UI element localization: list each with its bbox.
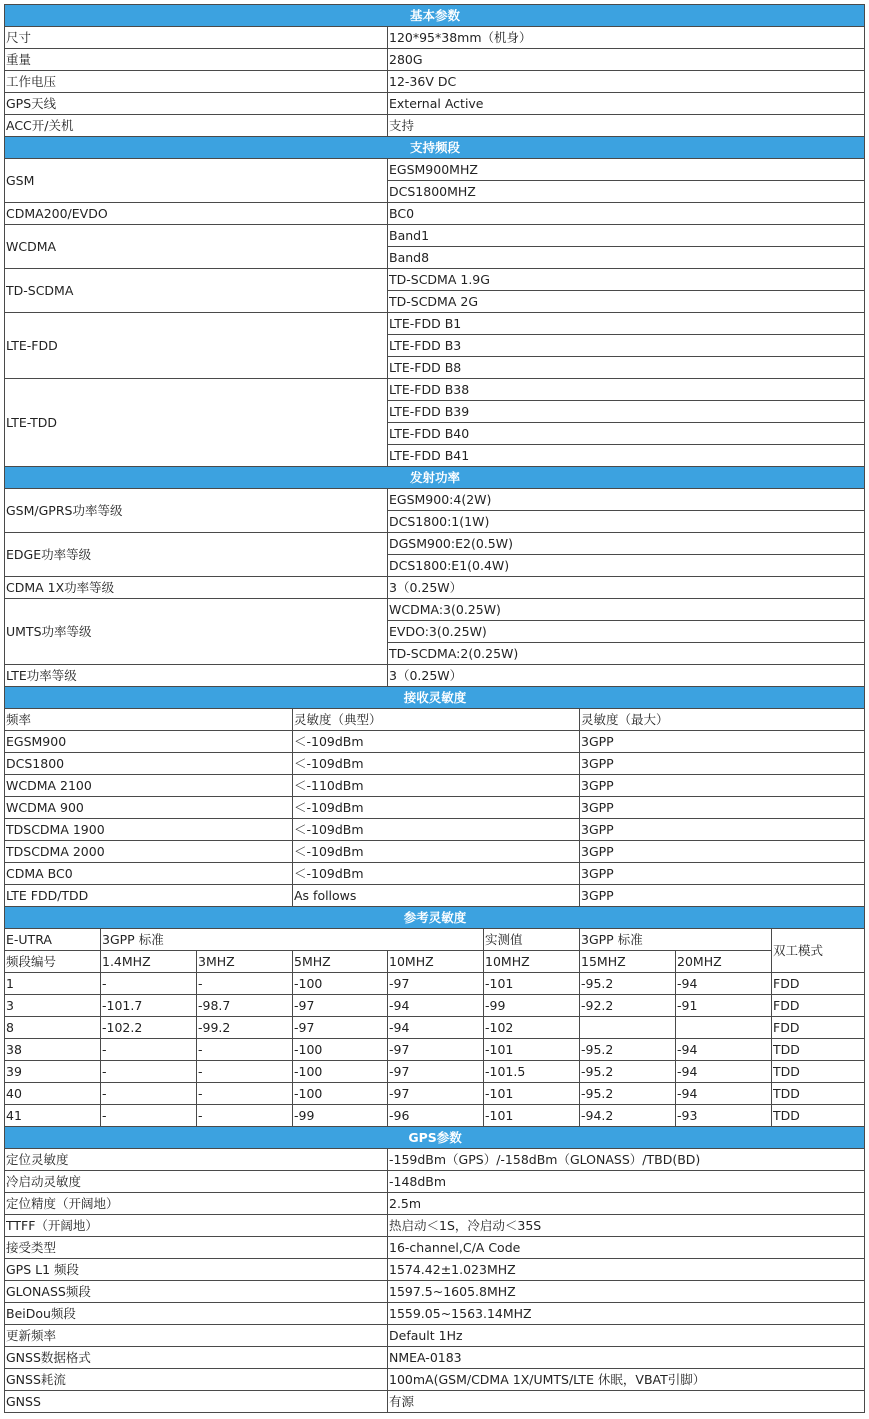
- spec-row: [5, 489, 865, 511]
- spec-key: GNSS耗流: [5, 1369, 388, 1391]
- section-header: 发射功率: [5, 467, 865, 489]
- spec-row: [5, 1347, 865, 1369]
- spec-value: WCDMA:3(0.25W): [388, 599, 865, 621]
- section-header-row: [5, 5, 865, 27]
- rx-band: TDSCDMA 1900: [5, 819, 293, 841]
- spec-key: TD-SCDMA: [5, 269, 388, 313]
- rx-band: LTE FDD/TDD: [5, 885, 293, 907]
- spec-key: GPS天线: [5, 93, 388, 115]
- ref-cell: TDD: [772, 1039, 865, 1061]
- section-header: 支持频段: [5, 137, 865, 159]
- rx-row: [5, 775, 865, 797]
- section-header-row: [5, 1127, 865, 1149]
- ref-col-header: 3GPP 标准: [101, 929, 484, 951]
- ref-row: [5, 1105, 865, 1127]
- ref-cell: -100: [293, 1061, 388, 1083]
- ref-cell: -: [101, 1039, 197, 1061]
- ref-header-row: [5, 929, 865, 951]
- spec-row: [5, 225, 865, 247]
- ref-col-header: 双工模式: [772, 929, 865, 973]
- spec-row: [5, 1237, 865, 1259]
- ref-cell: [676, 1017, 772, 1039]
- ref-cell: -: [197, 973, 293, 995]
- spec-row: [5, 159, 865, 181]
- spec-key: LTE-TDD: [5, 379, 388, 467]
- spec-row: [5, 1259, 865, 1281]
- spec-key: BeiDou频段: [5, 1303, 388, 1325]
- spec-key: 定位灵敏度: [5, 1149, 388, 1171]
- ref-cell: -100: [293, 1083, 388, 1105]
- ref-cell: -100: [293, 1039, 388, 1061]
- spec-row: [5, 379, 865, 401]
- ref-cell: -102.2: [101, 1017, 197, 1039]
- ref-cell: -96: [388, 1105, 484, 1127]
- rx-max: 3GPP: [580, 819, 865, 841]
- ref-cell: -95.2: [580, 973, 676, 995]
- section-header-row: [5, 467, 865, 489]
- spec-row: [5, 27, 865, 49]
- ref-cell: -: [197, 1083, 293, 1105]
- rx-max: 3GPP: [580, 863, 865, 885]
- spec-row: [5, 599, 865, 621]
- rx-band: CDMA BC0: [5, 863, 293, 885]
- ref-cell: FDD: [772, 1017, 865, 1039]
- spec-key: WCDMA: [5, 225, 388, 269]
- ref-cell: -101.5: [484, 1061, 580, 1083]
- rx-max: 3GPP: [580, 797, 865, 819]
- spec-value: 1559.05~1563.14MHZ: [388, 1303, 865, 1325]
- ref-cell: -94: [676, 1061, 772, 1083]
- ref-subheader: 1.4MHZ: [101, 951, 197, 973]
- ref-cell: -91: [676, 995, 772, 1017]
- spec-row: [5, 1215, 865, 1237]
- spec-row: [5, 1281, 865, 1303]
- spec-row: [5, 49, 865, 71]
- ref-subheader: 15MHZ: [580, 951, 676, 973]
- spec-value: 1597.5~1605.8MHZ: [388, 1281, 865, 1303]
- rx-band: EGSM900: [5, 731, 293, 753]
- spec-value: Default 1Hz: [388, 1325, 865, 1347]
- spec-value: TD-SCDMA:2(0.25W): [388, 643, 865, 665]
- ref-cell: 40: [5, 1083, 101, 1105]
- ref-cell: 39: [5, 1061, 101, 1083]
- spec-key: CDMA200/EVDO: [5, 203, 388, 225]
- spec-key: 冷启动灵敏度: [5, 1171, 388, 1193]
- ref-cell: -: [101, 973, 197, 995]
- spec-row: [5, 203, 865, 225]
- ref-row: [5, 1083, 865, 1105]
- spec-row: [5, 269, 865, 291]
- rx-band: TDSCDMA 2000: [5, 841, 293, 863]
- spec-key: EDGE功率等级: [5, 533, 388, 577]
- ref-cell: -101: [484, 1083, 580, 1105]
- spec-value: -159dBm（GPS）/-158dBm（GLONASS）/TBD(BD): [388, 1149, 865, 1171]
- spec-value: LTE-FDD B8: [388, 357, 865, 379]
- spec-row: [5, 1303, 865, 1325]
- spec-value: BC0: [388, 203, 865, 225]
- spec-value: 热启动＜1S，冷启动＜35S: [388, 1215, 865, 1237]
- ref-cell: 3: [5, 995, 101, 1017]
- ref-subheader: 5MHZ: [293, 951, 388, 973]
- rx-typical: ＜-110dBm: [293, 775, 580, 797]
- ref-cell: -98.7: [197, 995, 293, 1017]
- ref-cell: -94: [676, 1083, 772, 1105]
- rx-max: 3GPP: [580, 753, 865, 775]
- spec-value: DGSM900:E2(0.5W): [388, 533, 865, 555]
- spec-key: LTE-FDD: [5, 313, 388, 379]
- ref-subheader: 10MHZ: [484, 951, 580, 973]
- spec-row: [5, 1149, 865, 1171]
- rx-max: 3GPP: [580, 775, 865, 797]
- spec-value: 支持: [388, 115, 865, 137]
- spec-value: LTE-FDD B1: [388, 313, 865, 335]
- ref-cell: -: [101, 1061, 197, 1083]
- section-header-row: [5, 137, 865, 159]
- rx-typical: As follows: [293, 885, 580, 907]
- rx-row: [5, 819, 865, 841]
- spec-row: [5, 1391, 865, 1413]
- rx-typical: ＜-109dBm: [293, 731, 580, 753]
- spec-value: -148dBm: [388, 1171, 865, 1193]
- spec-row: [5, 1171, 865, 1193]
- ref-cell: -97: [388, 1039, 484, 1061]
- spec-value: LTE-FDD B41: [388, 445, 865, 467]
- rx-max: 3GPP: [580, 885, 865, 907]
- spec-value: 280G: [388, 49, 865, 71]
- spec-value: LTE-FDD B38: [388, 379, 865, 401]
- ref-cell: -92.2: [580, 995, 676, 1017]
- ref-cell: -94: [388, 1017, 484, 1039]
- spec-value: 120*95*38mm（机身）: [388, 27, 865, 49]
- rx-max: 3GPP: [580, 731, 865, 753]
- spec-key: CDMA 1X功率等级: [5, 577, 388, 599]
- ref-cell: -102: [484, 1017, 580, 1039]
- rx-row: [5, 797, 865, 819]
- rx-typical: ＜-109dBm: [293, 753, 580, 775]
- section-header: 基本参数: [5, 5, 865, 27]
- ref-cell: -97: [293, 995, 388, 1017]
- ref-subheader-row: [5, 951, 865, 973]
- ref-row: [5, 1039, 865, 1061]
- rx-typical: ＜-109dBm: [293, 819, 580, 841]
- ref-cell: -: [197, 1061, 293, 1083]
- ref-subheader: 10MHZ: [388, 951, 484, 973]
- ref-row: [5, 995, 865, 1017]
- spec-row: [5, 93, 865, 115]
- spec-value: EGSM900MHZ: [388, 159, 865, 181]
- ref-row: [5, 1061, 865, 1083]
- rx-band: DCS1800: [5, 753, 293, 775]
- rx-header-row: [5, 709, 865, 731]
- spec-key: 定位精度（开阔地）: [5, 1193, 388, 1215]
- rx-max: 3GPP: [580, 841, 865, 863]
- spec-key: GSM/GPRS功率等级: [5, 489, 388, 533]
- ref-cell: -94: [676, 973, 772, 995]
- spec-row: [5, 665, 865, 687]
- ref-cell: 41: [5, 1105, 101, 1127]
- rx-row: [5, 863, 865, 885]
- ref-row: [5, 973, 865, 995]
- rx-row: [5, 731, 865, 753]
- spec-row: [5, 313, 865, 335]
- ref-cell: -101: [484, 1105, 580, 1127]
- spec-value: 2.5m: [388, 1193, 865, 1215]
- ref-cell: -: [197, 1039, 293, 1061]
- section-header-row: [5, 687, 865, 709]
- rx-row: [5, 753, 865, 775]
- spec-key: 更新频率: [5, 1325, 388, 1347]
- spec-key: GLONASS频段: [5, 1281, 388, 1303]
- ref-cell: FDD: [772, 995, 865, 1017]
- spec-value: LTE-FDD B3: [388, 335, 865, 357]
- rx-typical: ＜-109dBm: [293, 863, 580, 885]
- ref-col-header: 3GPP 标准: [580, 929, 772, 951]
- spec-value: EVDO:3(0.25W): [388, 621, 865, 643]
- section-header: 参考灵敏度: [5, 907, 865, 929]
- spec-value: 1574.42±1.023MHZ: [388, 1259, 865, 1281]
- spec-value: DCS1800:E1(0.4W): [388, 555, 865, 577]
- spec-row: [5, 1369, 865, 1391]
- ref-cell: -99.2: [197, 1017, 293, 1039]
- spec-key: 尺寸: [5, 27, 388, 49]
- spec-value: 100mA(GSM/CDMA 1X/UMTS/LTE 休眠，VBAT引脚）: [388, 1369, 865, 1391]
- ref-cell: -101: [484, 1039, 580, 1061]
- ref-col-header: 实测值: [484, 929, 580, 951]
- spec-row: [5, 115, 865, 137]
- spec-key: GPS L1 频段: [5, 1259, 388, 1281]
- ref-cell: -94: [676, 1039, 772, 1061]
- ref-cell: TDD: [772, 1083, 865, 1105]
- ref-cell: [580, 1017, 676, 1039]
- spec-value: TD-SCDMA 1.9G: [388, 269, 865, 291]
- spec-value: Band1: [388, 225, 865, 247]
- rx-row: [5, 885, 865, 907]
- spec-row: [5, 1325, 865, 1347]
- ref-cell: -95.2: [580, 1061, 676, 1083]
- rx-band: WCDMA 2100: [5, 775, 293, 797]
- spec-key: UMTS功率等级: [5, 599, 388, 665]
- section-header: 接收灵敏度: [5, 687, 865, 709]
- spec-value: LTE-FDD B39: [388, 401, 865, 423]
- rx-band: WCDMA 900: [5, 797, 293, 819]
- ref-subheader: 20MHZ: [676, 951, 772, 973]
- spec-value: 3（0.25W）: [388, 665, 865, 687]
- spec-key: TTFF（开阔地）: [5, 1215, 388, 1237]
- spec-key: GNSS: [5, 1391, 388, 1413]
- spec-value: 12-36V DC: [388, 71, 865, 93]
- spec-key: GSM: [5, 159, 388, 203]
- ref-cell: -95.2: [580, 1039, 676, 1061]
- ref-col-header: E-UTRA: [5, 929, 101, 951]
- section-header: GPS参数: [5, 1127, 865, 1149]
- ref-subheader: 3MHZ: [197, 951, 293, 973]
- ref-cell: -: [101, 1083, 197, 1105]
- spec-value: EGSM900:4(2W): [388, 489, 865, 511]
- ref-cell: -99: [484, 995, 580, 1017]
- ref-cell: -94.2: [580, 1105, 676, 1127]
- spec-table: [4, 4, 865, 1413]
- ref-row: [5, 1017, 865, 1039]
- rx-typical: ＜-109dBm: [293, 841, 580, 863]
- spec-key: 重量: [5, 49, 388, 71]
- spec-value: DCS1800:1(1W): [388, 511, 865, 533]
- ref-cell: -: [101, 1105, 197, 1127]
- spec-sheet: [4, 4, 864, 1413]
- spec-value: NMEA-0183: [388, 1347, 865, 1369]
- ref-cell: -94: [388, 995, 484, 1017]
- ref-cell: -95.2: [580, 1083, 676, 1105]
- ref-cell: -99: [293, 1105, 388, 1127]
- ref-cell: -100: [293, 973, 388, 995]
- spec-row: [5, 577, 865, 599]
- spec-value: 16-channel,C/A Code: [388, 1237, 865, 1259]
- spec-key: GNSS数据格式: [5, 1347, 388, 1369]
- spec-key: 接受类型: [5, 1237, 388, 1259]
- spec-row: [5, 533, 865, 555]
- spec-row: [5, 1193, 865, 1215]
- ref-cell: -101.7: [101, 995, 197, 1017]
- ref-cell: -97: [388, 1083, 484, 1105]
- ref-cell: 38: [5, 1039, 101, 1061]
- ref-cell: 1: [5, 973, 101, 995]
- ref-cell: FDD: [772, 973, 865, 995]
- spec-value: DCS1800MHZ: [388, 181, 865, 203]
- ref-cell: TDD: [772, 1105, 865, 1127]
- ref-cell: -93: [676, 1105, 772, 1127]
- spec-value: LTE-FDD B40: [388, 423, 865, 445]
- ref-cell: 8: [5, 1017, 101, 1039]
- rx-col-header: 灵敏度（最大）: [580, 709, 865, 731]
- spec-value: TD-SCDMA 2G: [388, 291, 865, 313]
- spec-value: External Active: [388, 93, 865, 115]
- spec-value: 3（0.25W）: [388, 577, 865, 599]
- ref-subheader: 频段编号: [5, 951, 101, 973]
- ref-cell: -: [197, 1105, 293, 1127]
- rx-col-header: 频率: [5, 709, 293, 731]
- spec-row: [5, 71, 865, 93]
- ref-cell: -97: [293, 1017, 388, 1039]
- ref-cell: -101: [484, 973, 580, 995]
- rx-col-header: 灵敏度（典型）: [293, 709, 580, 731]
- rx-typical: ＜-109dBm: [293, 797, 580, 819]
- spec-key: LTE功率等级: [5, 665, 388, 687]
- spec-key: 工作电压: [5, 71, 388, 93]
- ref-cell: -97: [388, 973, 484, 995]
- rx-row: [5, 841, 865, 863]
- spec-table-body: [5, 5, 865, 1413]
- spec-key: ACC开/关机: [5, 115, 388, 137]
- spec-value: 有源: [388, 1391, 865, 1413]
- ref-cell: -97: [388, 1061, 484, 1083]
- section-header-row: [5, 907, 865, 929]
- spec-value: Band8: [388, 247, 865, 269]
- ref-cell: TDD: [772, 1061, 865, 1083]
